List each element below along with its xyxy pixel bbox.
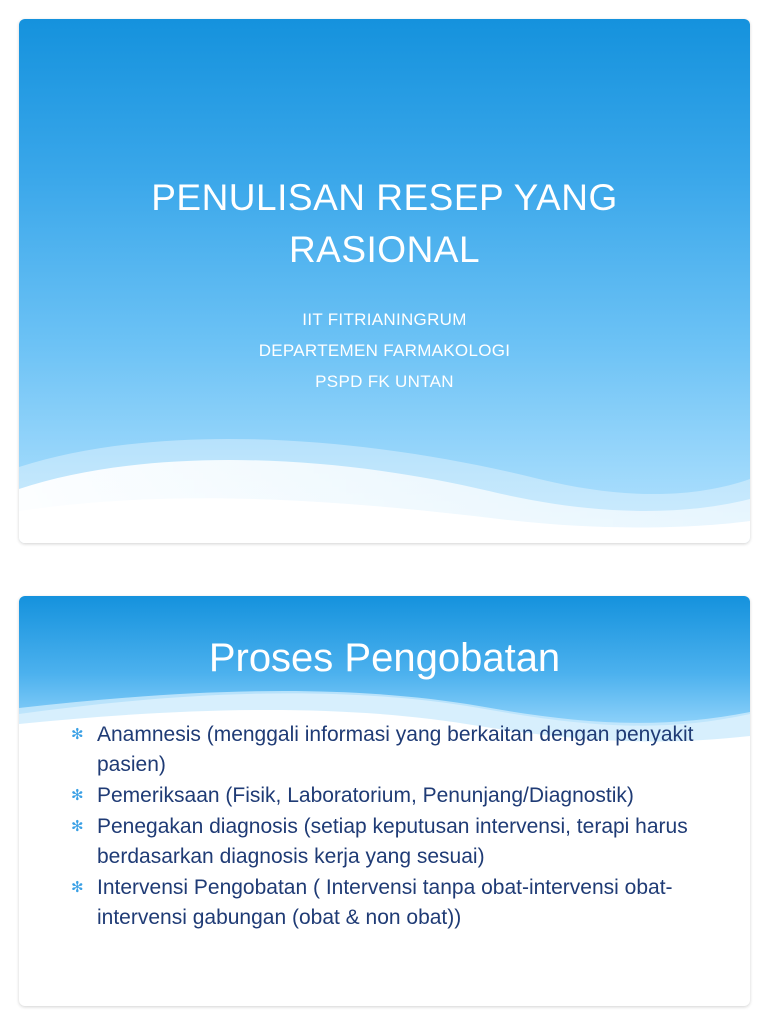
wave-decoration (19, 409, 750, 543)
slide-title: Proses Pengobatan (208, 636, 561, 680)
asterisk-icon: ✻ (71, 879, 84, 896)
content-slide (19, 596, 750, 1006)
list-item-text: Penegakan diagnosis (setiap keputusan intervensi, terapi harus berdasarkan diagnosis kerja yang sesuai) (97, 815, 688, 868)
list-item (71, 781, 731, 811)
slide-title: PENULISAN RESEP YANG RASIONAL (151, 177, 618, 270)
title-slide (19, 19, 750, 543)
list-item-text: Pemeriksaan (Fisik, Laboratorium, Penunjang/Diagnostik) (97, 784, 634, 807)
slide-subtitle (19, 304, 750, 397)
list-item (71, 873, 731, 933)
bullet-list (71, 720, 731, 934)
institution-name: PSPD FK UNTAN (315, 372, 454, 391)
asterisk-icon: ✻ (71, 726, 84, 743)
asterisk-icon: ✻ (71, 818, 84, 835)
list-item-text: Intervensi Pengobatan ( Intervensi tanpa obat-intervensi obat-intervensi gabungan (obat & non obat)) (97, 876, 673, 929)
department-name: DEPARTEMEN FARMAKOLOGI (258, 341, 511, 360)
asterisk-icon: ✻ (71, 787, 84, 804)
author-name: IIT FITRIANINGRUM (302, 310, 467, 329)
list-item (71, 720, 731, 780)
list-item-text: Anamnesis (menggali informasi yang berkaitan dengan penyakit pasien) (97, 723, 694, 776)
list-item (71, 812, 731, 872)
